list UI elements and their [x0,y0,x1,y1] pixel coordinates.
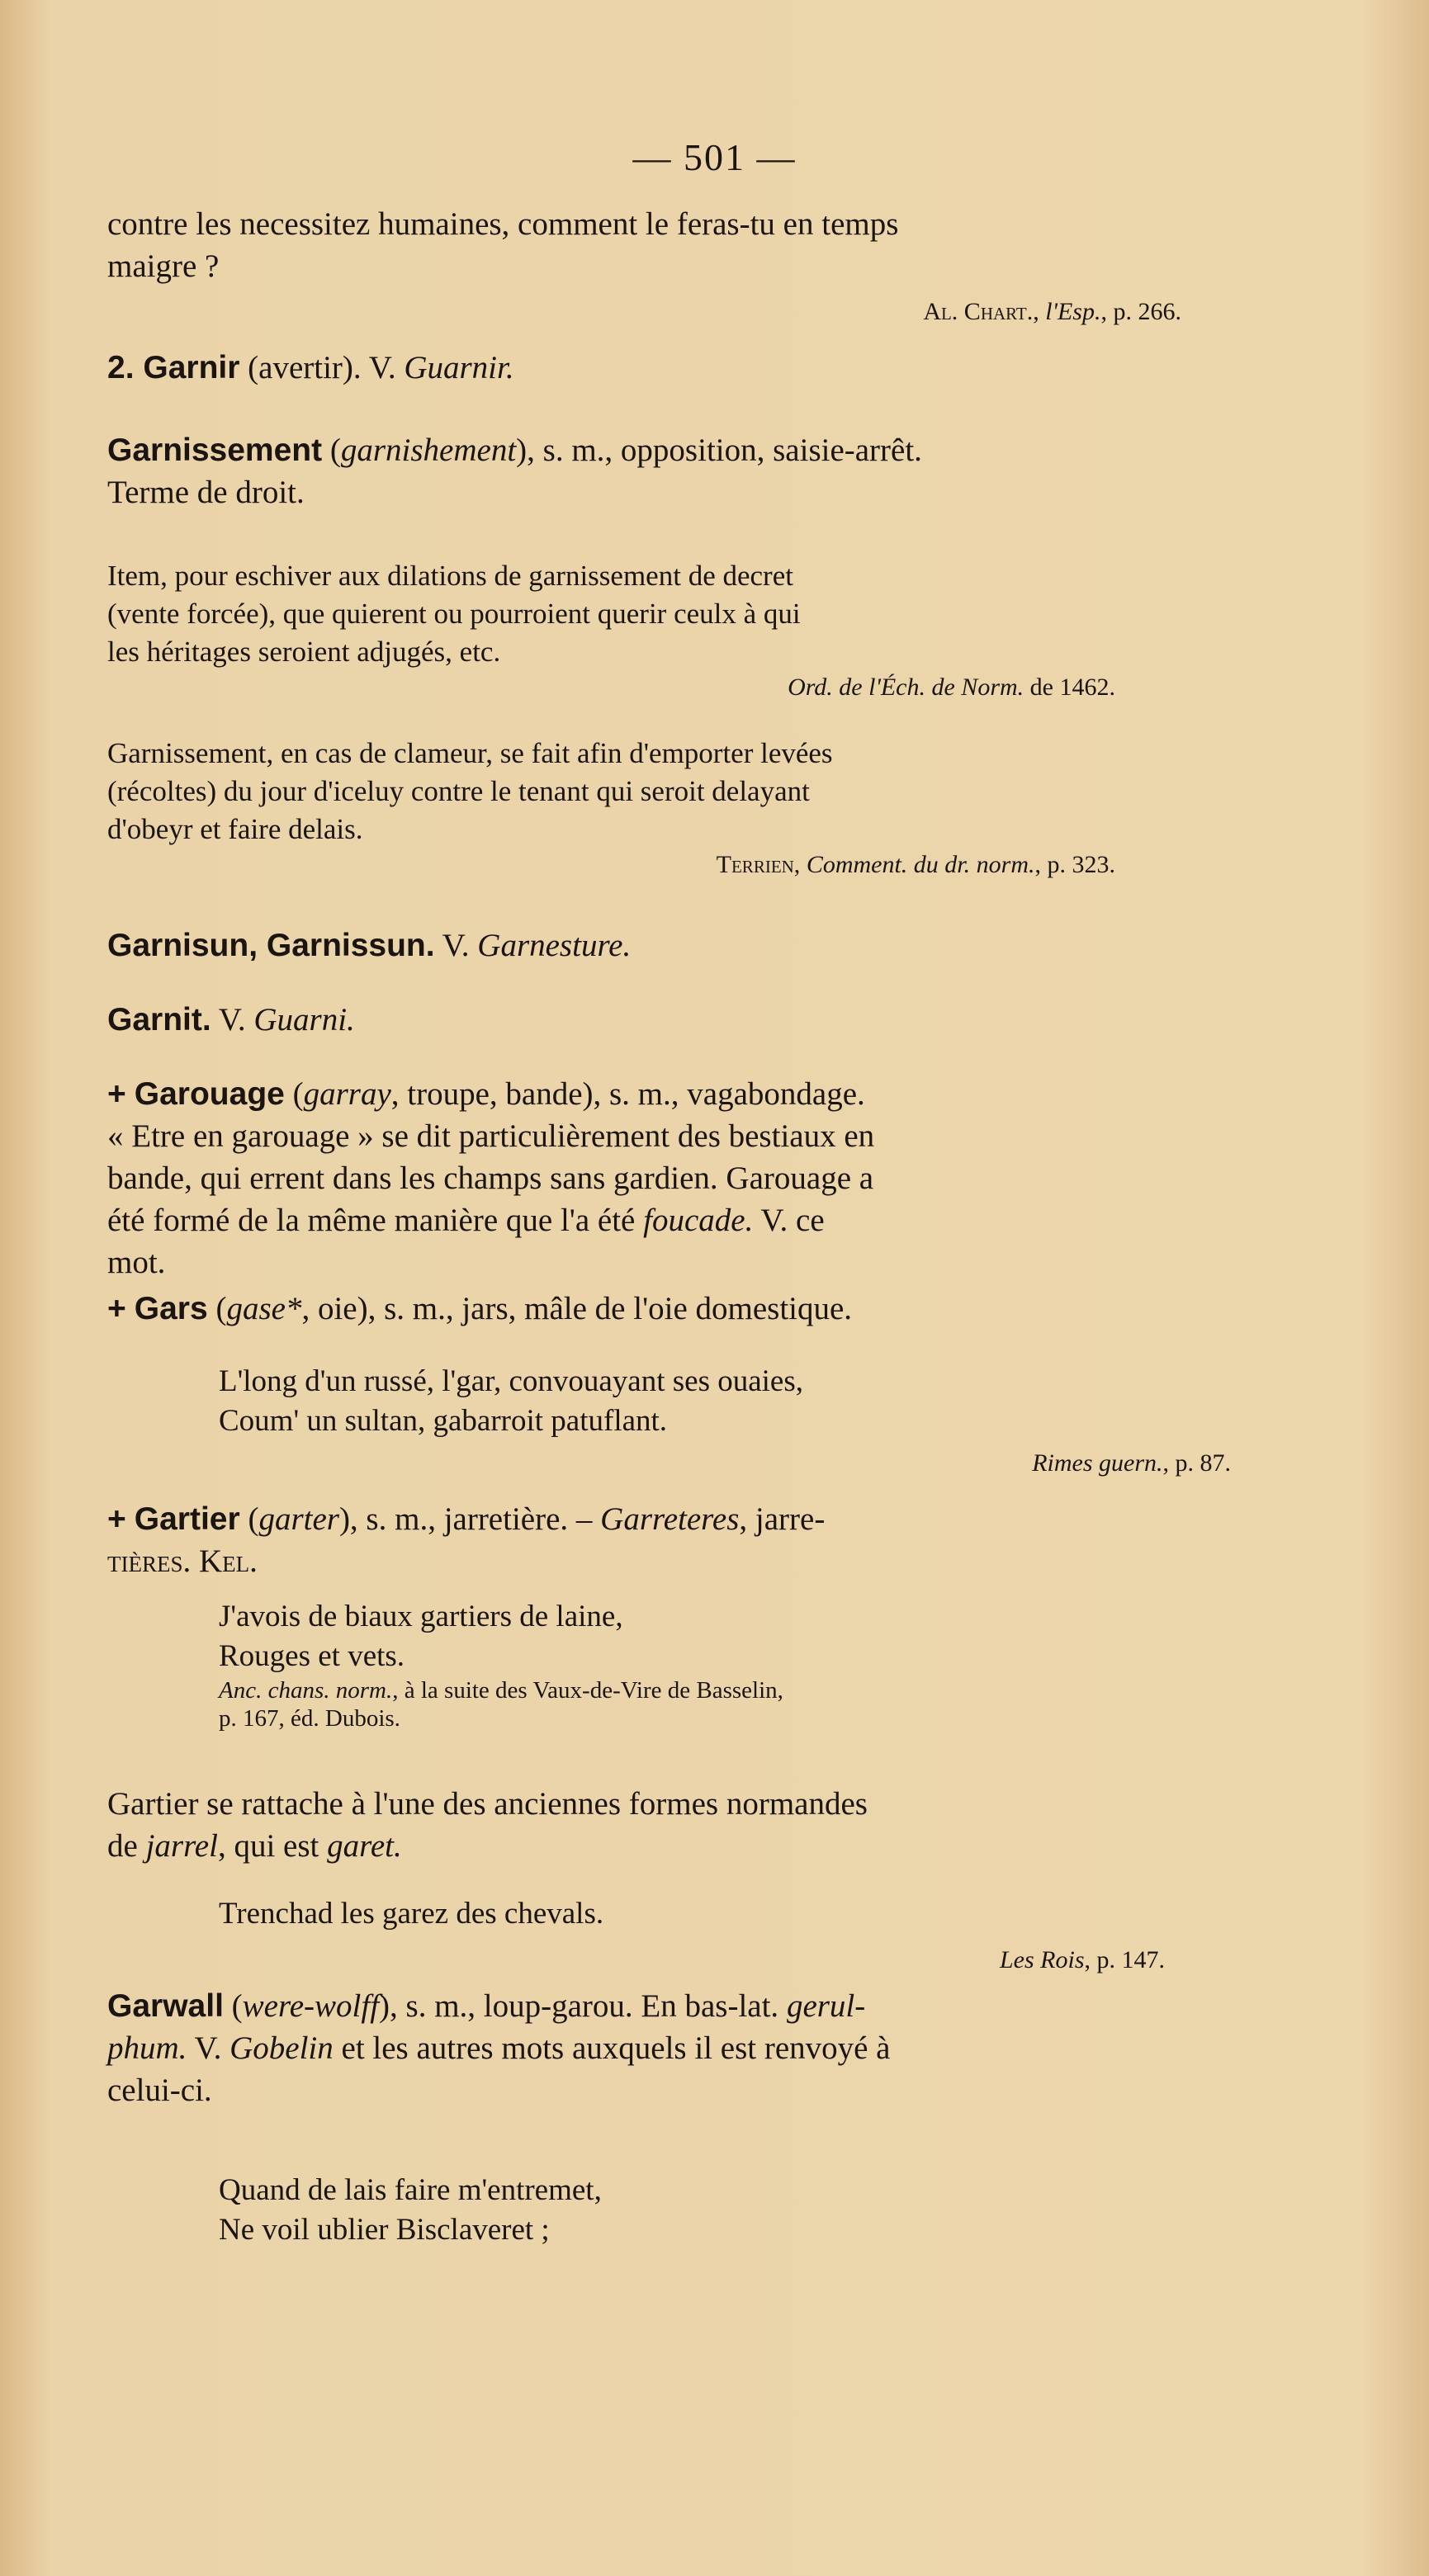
verse-quotation: L'long d'un russé, l'gar, convouayant ses ouaies, Coum' un sultan, gabarroit patuflant. [219,1364,804,1438]
cross-marker: + [107,1501,126,1537]
headword: Garnit. [107,1002,211,1037]
verse-quotation: Trenchad les garez des chevals. [219,1897,604,1931]
headword: Garouage [134,1076,285,1112]
verse-quotation: Quand de lais faire m'entremet, Ne voil ublier Bisclaveret ; [219,2173,602,2247]
citation: Al. Chart., l'Esp., p. 266. [923,298,1181,325]
citation: Rimes guern., p. 87. [1032,1449,1231,1477]
citation: Terrien, Comment. du dr. norm., p. 323. [716,851,1115,878]
headword: Garnissement [107,432,323,468]
quotation: Garnissement, en cas de clameur, se fait afin d'emporter levées (récoltes) du jour d'iceluy contre le tenant qui seroit delayant d'obeyr et faire delais. [107,737,833,845]
entry-gartier: + Gartier (garter), s. m., jarretière. – Garreteres, jarre- tières. Kel. [107,1501,826,1579]
headword: Garwall [107,1988,224,2024]
citation: Ord. de l'Éch. de Norm. de 1462. [788,674,1115,701]
text-line: maigre ? [107,248,220,284]
entry-garnisun: Garnisun, Garnissun. V. Garnesture. [107,928,632,963]
entry-garnir: 2. Garnir (avertir). V. Guarnir. [107,350,514,385]
text-line: contre les necessitez humaines, comment le feras-tu en temps [107,206,899,242]
citation: Les Rois, p. 147. [999,1946,1165,1973]
entry-garwall: Garwall (were-wolff), s. m., loup-garou. En bas-lat. gerul- phum. V. Gobelin et les autres mots auxquels il est renvoyé à celui-ci. [107,1988,891,2108]
headword: Gartier [134,1501,240,1537]
entry-garnit: Garnit. V. Guarni. [107,1002,355,1037]
headword: Garnisun, Garnissun. [107,928,435,963]
quotation: Item, pour eschiver aux dilations de garnissement de decret (vente forcée), que quierent ou pourroient querir ceulx à qui les héritages seroient adjugés, etc. [107,560,801,668]
entry-gars: + Gars (gase*, oie), s. m., jars, mâle de l'oie domestique. [107,1291,853,1326]
headword: 2. Garnir [107,350,240,385]
cross-marker: + [107,1076,126,1112]
paragraph: Gartier se rattache à l'une des anciennes formes normandes de jarrel, qui est garet. [107,1786,868,1864]
cross-marker: + [107,1291,126,1326]
entry-garnissement: Garnissement (garnishement), s. m., opposition, saisie-arrêt. Terme de droit. [107,432,922,510]
page-number: — 501 — [632,136,797,178]
verse-quotation: J'avois de biaux gartiers de laine, Rouges et vets. Anc. chans. norm., à la suite des Vaux-de-Vire de Basselin, p. 167, éd. Dubois. [219,1600,783,1732]
entry-garouage: + Garouage (garray, troupe, bande), s. m., vagabondage. « Etre en garouage » se dit particulièrement des bestiaux en bande, qui errent dans les champs sans gardien. Garouage a été formé de la même manière que l'a été foucade. V. ce mot. [107,1076,875,1280]
headword: Gars [134,1291,208,1326]
paragraph-continuation [107,203,1197,287]
